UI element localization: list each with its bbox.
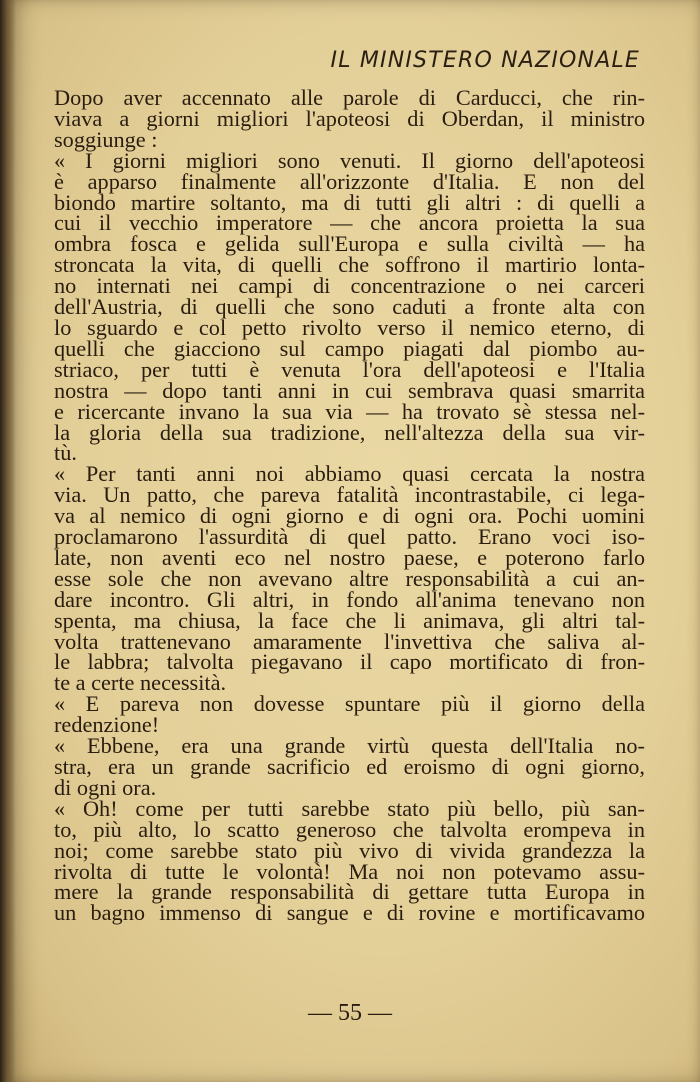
text-line: viava a giorni migliori l'apoteosi di Oberdan, il ministro	[54, 105, 645, 131]
body-text	[54, 85, 645, 926]
text-line: dell'Austria, di quelli che sono caduti a fronte alta con	[54, 294, 645, 320]
text-line: cui il vecchio imperatore — che ancora proietta la sua	[54, 210, 645, 236]
text-line: va al nemico di ogni giorno e di ogni ora. Pochi uomini	[54, 503, 645, 529]
text-line: tù.	[54, 440, 77, 466]
text-line: to, più alto, lo scatto generoso che talvolta erompeva in	[54, 816, 645, 842]
text-line: « Ebbene, era una grande virtù questa dell'Italia no-	[54, 733, 645, 759]
text-line: volta trattenevano amaramente l'invettiva che saliva al-	[54, 628, 645, 654]
text-line: ombra fosca e gelida sull'Europa e sulla civiltà — ha	[54, 231, 645, 257]
text-line: Dopo aver accennato alle parole di Carducci, che rin-	[54, 85, 645, 110]
text-line: « Per tanti anni noi abbiamo quasi cercata la nostra	[54, 461, 645, 487]
text-line: via. Un patto, che pareva fatalità incontrastabile, ci lega-	[54, 482, 645, 508]
text-line: stroncata la vita, di quelli che soffrono il martirio lonta-	[54, 252, 645, 278]
text-line: è apparso finalmente all'orizzonte d'Italia. E non del	[54, 168, 645, 194]
text-line: te a certe necessità.	[54, 670, 227, 696]
text-line: un bagno immenso di sangue e di rovine e mortificavamo	[54, 900, 645, 926]
text-line: nostra — dopo tanti anni in cui sembrava quasi smarrita	[54, 377, 645, 403]
text-line: noi; come sarebbe stato più vivo di vivida grandezza la	[54, 837, 645, 863]
text-line: no internati nei campi di concentrazione o nei carceri	[54, 273, 645, 299]
text-line: lo sguardo e col petto rivolto verso il nemico eterno, di	[54, 314, 645, 340]
text-line: redenzione!	[54, 712, 160, 738]
text-line: e ricercante invano la sua via — ha trovato sè stessa nel-	[54, 398, 645, 424]
text-line: di ogni ora.	[54, 774, 157, 800]
text-line: quelli che giacciono sul campo piagati dal piombo au-	[54, 335, 645, 361]
text-line: « E pareva non dovesse spuntare più il giorno della	[54, 691, 645, 717]
page-number: — 55 —	[308, 1000, 392, 1026]
text-line: « I giorni migliori sono venuti. Il giorno dell'apoteosi	[54, 147, 645, 173]
running-header-title: IL MINISTERO NAZIONALE	[330, 48, 640, 73]
text-line: la gloria della sua tradizione, nell'altezza della sua vir-	[54, 419, 645, 445]
text-line: dare incontro. Gli altri, in fondo all'anima tenevano non	[54, 586, 645, 612]
text-line: rivolta di tutte le volontà! Ma noi non potevamo assu-	[54, 858, 645, 884]
text-line: late, non aventi eco nel nostro paese, e poterono farlo	[54, 544, 645, 570]
text-line: striaco, per tutti è venuta l'ora dell'apoteosi e l'Italia	[54, 356, 645, 382]
text-line: stra, era un grande sacrificio ed eroismo di ogni giorno,	[54, 754, 645, 779]
text-line: le labbra; talvolta piegavano il capo mortificato di fron-	[54, 649, 645, 675]
text-line: « Oh! come per tutti sarebbe stato più bello, più san-	[54, 795, 645, 821]
text-line: soggiunge :	[54, 126, 158, 152]
text-line: proclamarono l'assurdità di quel patto. Erano voci iso-	[54, 524, 645, 550]
text-line: mere la grande responsabilità di gettare tutta Europa in	[54, 879, 645, 905]
page-binding-shadow	[0, 0, 16, 1082]
text-line: biondo martire soltanto, ma di tutti gli altri : di quelli a	[54, 189, 645, 215]
text-line: esse sole che non avevano altre responsabilità a cui an-	[54, 565, 645, 591]
text-line: spenta, ma chiusa, la face che li animava, gli altri tal-	[54, 607, 645, 633]
